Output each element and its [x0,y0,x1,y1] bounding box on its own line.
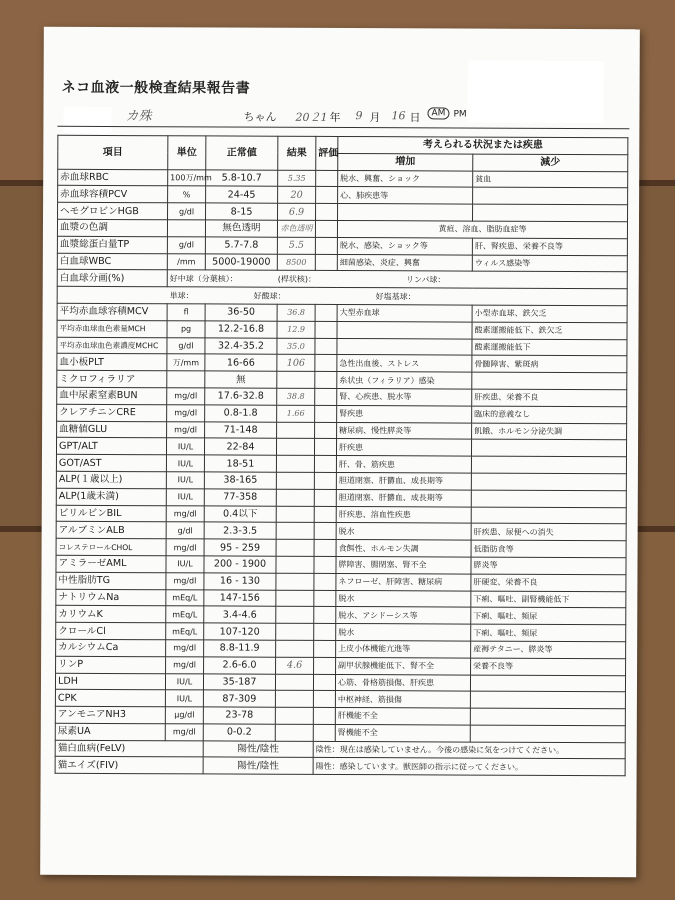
normal-range: 36-50 [205,304,277,321]
test-item: 平均赤血球容積MCV [57,303,167,320]
test-unit: IU/L [165,673,203,690]
normal-range: 35-187 [203,673,275,690]
test-result [277,371,315,388]
normal-range: 0.4以下 [204,505,276,522]
decrease-cause: 肝、腎疾患、栄養不良等 [472,238,627,255]
test-item: 中性脂肪TG [56,572,166,589]
test-eval [315,237,337,254]
normal-range: 77-358 [204,489,276,506]
decrease-cause: 酸素運搬能低下 [472,339,627,356]
normal-range: 95 - 259 [204,539,276,556]
test-result [276,623,314,640]
test-unit: IU/L [166,438,204,455]
test-item: CPK [55,690,165,707]
test-eval [315,422,337,439]
test-eval [315,254,337,271]
increase-cause: 脱水 [336,523,471,540]
test-unit: g/dl [168,203,206,220]
test-eval [314,540,336,557]
test-unit: mg/dl [166,656,204,673]
test-eval [313,707,335,724]
col-decrease: 減少 [473,154,628,171]
normal-range: 2.3-3.5 [204,522,276,539]
test-eval [314,590,336,607]
test-item: アルブミンALB [56,522,166,539]
test-result [276,640,314,657]
decrease-cause: 膵炎等 [471,557,626,574]
increase-cause: 腎疾患 [337,405,472,422]
decrease-cause: 下痢、嘔吐、頻尿 [471,624,626,641]
decrease-cause [470,691,625,708]
report-sheet [40,27,640,878]
normal-range: 0-0.2 [203,724,275,741]
increase-cause: 糸状虫（フィラリア）感染 [337,372,472,389]
report-title: ネコ血液一般検査結果報告書 [61,79,251,97]
test-eval [315,338,337,355]
virus-item: 猫白血病(FeLV) [55,740,203,757]
normal-range: 23-78 [203,707,275,724]
increase-cause: 胆道閉塞、肝欝血、成長期等 [336,489,471,506]
test-eval [314,640,336,657]
test-unit: mg/dl [167,404,205,421]
test-item: 血糖値GLU [57,421,167,438]
increase-cause: 食餌性、ホルモン失調 [336,540,471,557]
normal-range: 147-156 [204,589,276,606]
col-eval: 評価 [316,136,338,170]
test-eval [313,674,335,691]
test-result: 106 [277,355,315,372]
test-result [276,556,314,573]
test-unit: mEq/L [166,623,204,640]
increase-cause: 心筋、骨格筋損傷、肝疾患 [335,674,470,691]
test-eval [315,405,337,422]
diff-line1 [167,270,627,289]
increase-cause: 副甲状腺機能低下、腎不全 [336,657,471,674]
increase-cause: 肝、骨、筋疾患 [336,456,471,473]
test-unit: IU/L [166,556,204,573]
test-eval [316,204,338,221]
normal-range: 無 [205,371,277,388]
test-item: 平均赤血球血色素量MCH [57,320,167,337]
test-result [276,523,314,540]
normal-range: 0.8-1.8 [205,405,277,422]
test-result: 35.0 [277,338,315,355]
test-item: 赤血球容積PCV [58,186,168,203]
baso-label: 好塩基球： [375,291,416,301]
test-eval [314,456,336,473]
increase-cause: 胆道閉塞、肝欝血、成長期等 [336,472,471,489]
decrease-cause: 酸素運搬能低下、鉄欠乏 [472,322,627,339]
test-item: ナトリウムNa [56,589,166,606]
increase-cause [338,204,473,221]
increase-cause: 急性出血後、ストレス [337,355,472,372]
test-unit: mEq/L [166,589,204,606]
test-eval [313,724,335,741]
day: 16 [391,109,406,123]
normal-range: 3.4-4.6 [204,606,276,623]
test-eval [314,556,336,573]
decrease-cause: 肝疾患、尿便への消失 [471,523,626,540]
month-unit: 月 [369,111,381,125]
test-unit: IU/L [166,488,204,505]
increase-cause: 脱水、感染、ショック等 [337,237,472,254]
test-item: ALP(1歳未満) [56,488,166,505]
test-unit: mg/dl [165,724,203,741]
test-unit: IU/L [165,690,203,707]
increase-cause [337,321,472,338]
decrease-cause [471,490,626,507]
test-item: 白血球WBC [57,253,167,270]
increase-cause: 中枢神経、筋損傷 [335,691,470,708]
test-unit: mg/dl [167,388,205,405]
test-result [275,691,313,708]
increase-cause: 膵障害、腸閉塞、腎不全 [336,556,471,573]
test-item: カリウムK [56,606,166,623]
col-item: 項目 [58,135,168,169]
test-result [276,607,314,624]
test-unit: % [168,186,206,203]
neutrophil-label: 好中球（分葉核）： [169,274,238,284]
year-unit: 年 [329,110,341,124]
test-item: リンP [56,656,166,673]
increase-cause: 大型赤血球 [337,304,472,321]
am-marker: AM [427,107,449,119]
test-result: 1.66 [277,405,315,422]
test-unit: IU/L [166,455,204,472]
test-item: ALP(１歳以上) [56,471,166,488]
test-result [276,489,314,506]
test-eval [314,523,336,540]
test-result [276,573,314,590]
decrease-cause: 下痢、嘔吐、副腎機能低下 [471,591,626,608]
normal-range: 8-15 [206,203,278,220]
decrease-cause [472,372,627,389]
increase-cause: 脱水 [336,624,471,641]
test-eval [314,439,336,456]
virus-item: 猫エイズ(FIV) [55,757,203,774]
normal-range: 107-120 [204,623,276,640]
decrease-cause: ウィルス感染等 [472,255,627,272]
virus-normal: 陽性/陰性 [203,741,313,758]
decrease-cause: 低脂肪食等 [471,540,626,557]
band-label: (桿状核)： [277,274,317,284]
normal-range: 16-66 [205,354,277,371]
test-result [276,472,314,489]
test-eval [315,388,337,405]
normal-range: 24-45 [206,186,278,203]
normal-range: 2.6-6.0 [204,657,276,674]
test-result [275,674,313,691]
decrease-cause: 貧血 [473,171,628,188]
decrease-cause: 飢餓、ホルモン分泌失調 [472,423,627,440]
decrease-cause [470,725,625,742]
test-unit [167,371,205,388]
eos-label: 好酸球： [253,291,286,301]
test-item: 血中尿素窒素BUN [57,387,167,404]
test-eval [314,607,336,624]
decrease-cause [470,675,625,692]
test-result: 8500 [277,254,315,271]
normal-range: 18-51 [204,455,276,472]
normal-range: 5.7-7.8 [205,237,277,254]
test-item: ヘモグロビンHGB [58,202,168,219]
test-result [276,439,314,456]
day-unit: 日 [409,111,421,125]
normal-range: 5.8-10.7 [206,170,278,187]
increase-cause: 脱水、興奮、ショック [338,170,473,187]
test-item: 血漿の色調 [57,219,167,236]
test-item: クレアチニンCRE [57,404,167,421]
test-result [276,539,314,556]
test-unit: pg [167,321,205,338]
normal-range: 12.2-16.8 [205,321,277,338]
test-eval [315,220,337,237]
test-result [276,455,314,472]
test-eval [316,187,338,204]
test-item: 血漿総蛋白量TP [57,236,167,253]
test-unit: mEq/L [166,606,204,623]
normal-range: 71-148 [205,421,277,438]
normal-range: 38-165 [204,472,276,489]
virus-message: 感染しています。獣医師の指示に従ってください。 [339,761,524,772]
test-item: ビリルビンBIL [56,505,166,522]
decrease-cause: 肝疾患、栄養不良 [472,389,627,406]
decrease-cause: 骨髄障害、紫斑病 [472,355,627,372]
test-unit: mg/dl [166,505,204,522]
pet-name: カ殊 [125,109,152,125]
test-item: 赤血球RBC [58,169,168,186]
test-item: 尿素UA [55,723,165,740]
decrease-cause [471,473,626,490]
virus-status: 陽性： [315,761,340,771]
test-eval [314,489,336,506]
col-result: 結果 [278,136,316,170]
results-table [55,135,629,777]
test-item: コレステロールCHOL [56,538,166,555]
virus-status: 陰性： [315,744,340,755]
increase-cause: 肝機能不全 [335,708,470,725]
increase-cause: 黄疸、溶血、脂肪血症等 [337,220,627,238]
test-result [277,422,315,439]
test-result: 38.8 [277,388,315,405]
test-result: 20 [278,187,316,204]
patient-header [57,102,629,129]
test-result [275,707,313,724]
test-eval [315,372,337,389]
increase-cause [337,338,472,355]
test-unit: mg/dl [166,539,204,556]
test-result: 36.8 [277,304,315,321]
normal-range: 16 - 130 [204,573,276,590]
test-result: 6.9 [278,203,316,220]
test-unit: g/dl [167,337,205,354]
col-unit: 単位 [168,136,206,170]
test-result [276,506,314,523]
test-eval [314,657,336,674]
col-normal: 正常値 [206,136,278,170]
lymph-label: リンパ球： [405,275,446,285]
increase-cause: 脱水、アシドーシス等 [336,607,471,624]
test-unit: IU/L [166,472,204,489]
col-increase: 増加 [338,153,473,170]
name-suffix: ちゃん [243,110,277,124]
normal-range: 5000-19000 [205,253,277,270]
decrease-cause [471,456,626,473]
decrease-cause [473,187,628,204]
month: 9 [355,109,363,123]
test-unit: mg/dl [166,572,204,589]
test-unit: mg/dl [166,640,204,657]
increase-cause: 腎、心疾患、脱水等 [337,388,472,405]
col-situation: 考えられる状況または疾患 [338,136,628,154]
increase-cause: 肝疾患、溶血性疾患 [336,506,471,523]
decrease-cause [473,204,628,221]
normal-range: 200 - 1900 [204,556,276,573]
pm-marker: PM [453,109,467,120]
test-eval [315,321,337,338]
normal-range: 22-84 [204,438,276,455]
decrease-cause: 下痢、嘔吐、頻尿 [471,607,626,624]
test-eval [313,691,335,708]
normal-range: 17.6-32.8 [205,388,277,405]
decrease-cause [470,708,625,725]
increase-cause: 脱水 [336,590,471,607]
test-item: ミクロフィラリア [57,370,167,387]
decrease-cause [471,439,626,456]
test-result [275,724,313,741]
test-item: LDH [55,673,165,690]
test-unit: 100万/mm [168,169,206,186]
test-result: 5.5 [277,237,315,254]
test-unit [167,220,205,237]
decrease-cause: 肝硬変、栄養不良 [471,574,626,591]
virus-message: 現在は感染していません。今後の感染に気をつけてください。 [339,745,565,756]
normal-range: 87-309 [203,690,275,707]
decrease-cause [471,507,626,524]
virus-note [313,741,625,759]
increase-cause: 糖尿病、慢性膵炎等 [337,422,472,439]
test-item: 平均赤血球血色素濃度MCHC [57,337,167,354]
test-eval [316,170,338,187]
test-result: 12.9 [277,321,315,338]
test-unit: fl [167,304,205,321]
decrease-cause: 小型赤血球、鉄欠乏 [472,305,627,322]
normal-range: 32.4-35.2 [205,337,277,354]
year: 20２1 [295,110,328,124]
increase-cause: 上皮小体機能亢進等 [336,640,471,657]
test-eval [315,304,337,321]
test-eval [314,573,336,590]
decrease-cause: 産褥テタニー、膵炎等 [471,641,626,658]
normal-range: 無色透明 [205,220,277,237]
test-eval [314,623,336,640]
test-eval [314,506,336,523]
diff-label: 白血球分画(%) [57,270,167,287]
test-eval [314,472,336,489]
increase-cause: 肝疾患 [336,439,471,456]
test-unit: 万/mm [167,354,205,371]
test-result: 赤色透明 [277,220,315,237]
virus-row [55,757,625,776]
normal-range: 8.8-11.9 [204,640,276,657]
mono-label: 単球： [169,290,194,300]
test-result [276,590,314,607]
test-item: カルシウムCa [56,639,166,656]
virus-normal: 陽性/陰性 [203,757,313,774]
test-unit: g/dl [166,522,204,539]
test-result: 4.6 [276,657,314,674]
test-item: クロールCl [56,622,166,639]
test-unit: mg/dl [167,421,205,438]
increase-cause: 細菌感染、炎症、興奮 [337,254,472,271]
test-item: GOT/AST [56,454,166,471]
test-eval [315,355,337,372]
table-header-row [58,135,628,154]
increase-cause: 心、肺疾患等 [338,187,473,204]
test-unit: μg/dl [165,707,203,724]
increase-cause: ネフローゼ、肝障害、糖尿病 [336,573,471,590]
decrease-cause: 臨床的意義なし [472,406,627,423]
test-item: 血小板PLT [57,354,167,371]
test-item: アミラーゼAML [56,555,166,572]
test-unit: /mm [167,253,205,270]
test-item: GPT/ALT [56,438,166,455]
virus-note [313,758,625,776]
increase-cause: 腎機能不全 [335,724,470,741]
decrease-cause: 栄養不良等 [471,658,626,675]
test-item: アンモニアNH3 [55,706,165,723]
test-unit: g/dl [167,237,205,254]
test-result: 5.35 [278,170,316,187]
